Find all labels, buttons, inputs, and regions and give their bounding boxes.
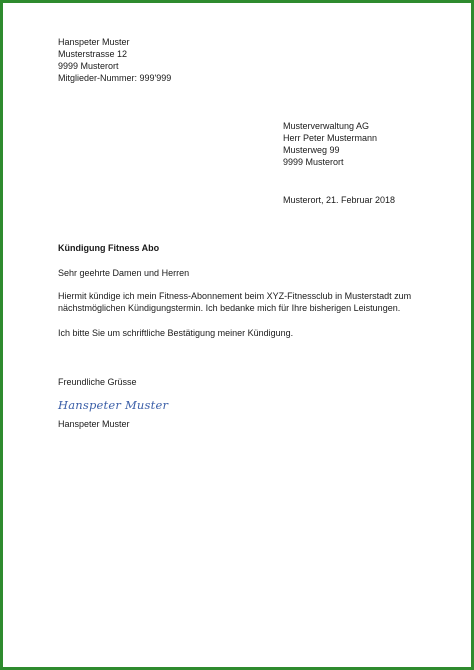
body-paragraph-1 — [58, 290, 418, 314]
recipient-city: 9999 Musterort — [283, 157, 344, 167]
sender-city: 9999 Musterort — [58, 61, 119, 71]
recipient-person: Herr Peter Mustermann — [283, 133, 378, 143]
recipient-company: Musterverwaltung AG — [283, 121, 370, 131]
letter-salutation — [58, 267, 189, 279]
body-paragraph-1-line-2: nächstmöglichen Kündigungstermin. Ich bedanke mich für Ihre bisherigen Leistungen. — [58, 303, 401, 313]
signer-name — [58, 418, 130, 430]
subject-line: Kündigung Fitness Abo — [58, 243, 160, 253]
recipient-street: Musterweg 99 — [283, 145, 340, 155]
closing-line: Freundliche Grüsse — [58, 377, 137, 387]
salutation-line: Sehr geehrte Damen und Herren — [58, 268, 190, 278]
handwritten-signature: Hanspeter Muster — [58, 398, 169, 412]
sender-street: Musterstrasse 12 — [58, 49, 128, 59]
body-paragraph-2-line: Ich bitte Sie um schriftliche Bestätigung meiner Kündigung. — [58, 328, 294, 338]
signer-name-line: Hanspeter Muster — [58, 419, 130, 429]
recipient-address — [283, 120, 377, 168]
letter-date — [283, 194, 395, 206]
sender-member-number: Mitglieder-Nummer: 999'999 — [58, 73, 172, 83]
letter-closing — [58, 376, 137, 388]
body-paragraph-1-line-1: Hiermit kündige ich mein Fitness-Abonnement beim XYZ-Fitnessclub in Musterstadt zum — [58, 291, 412, 301]
body-paragraph-2 — [58, 327, 293, 339]
sender-address — [58, 36, 171, 84]
letter-subject — [58, 242, 159, 254]
sender-name: Hanspeter Muster — [58, 37, 130, 47]
date-line: Musterort, 21. Februar 2018 — [283, 195, 396, 205]
